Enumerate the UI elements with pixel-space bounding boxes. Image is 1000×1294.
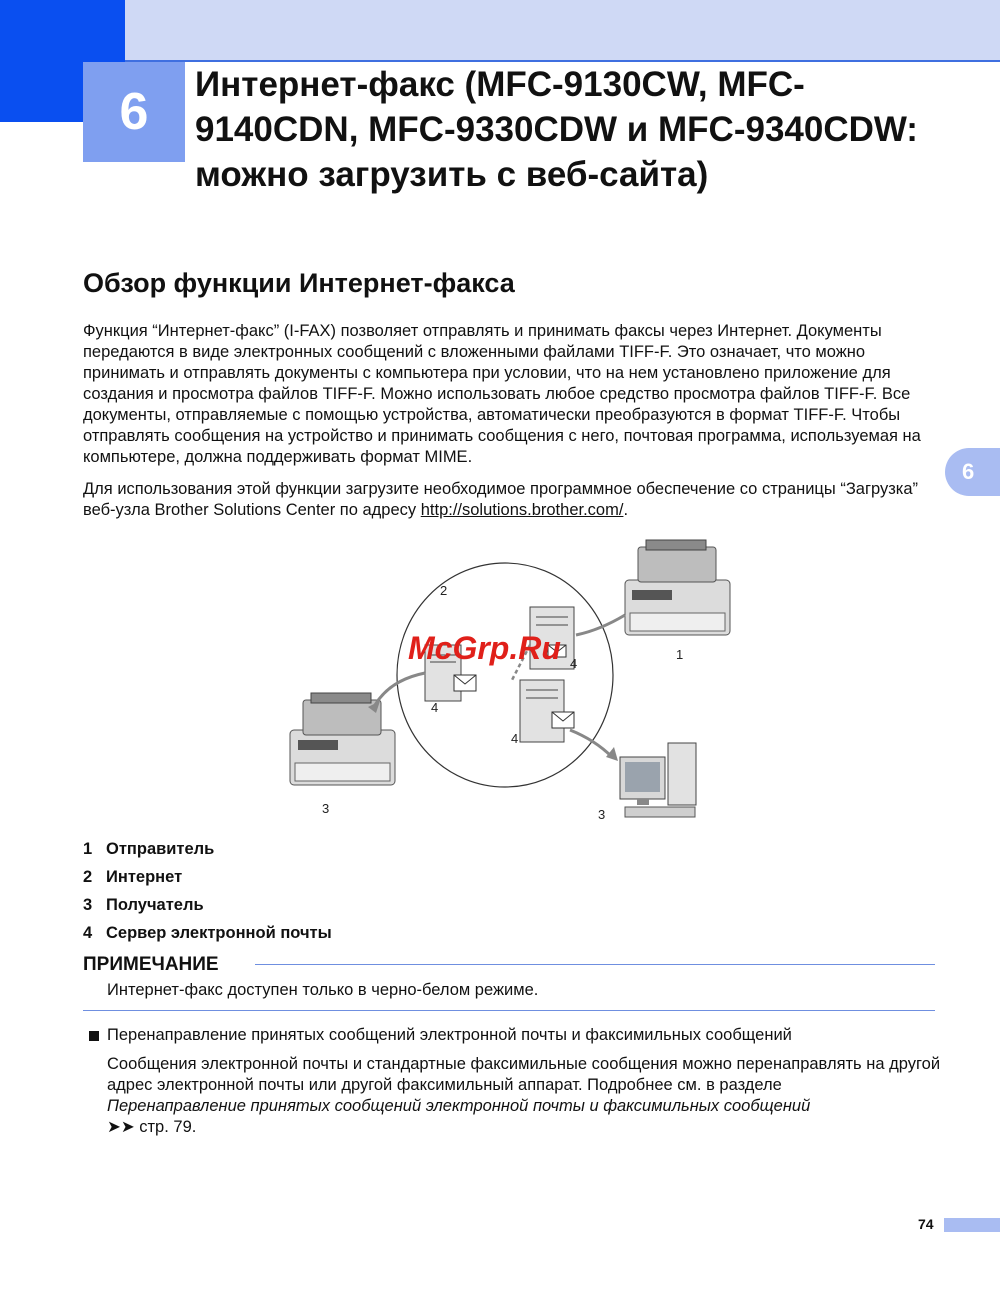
bullet-body xyxy=(107,1054,947,1138)
bullet-heading-row xyxy=(89,1025,792,1046)
header-band xyxy=(0,0,1000,62)
legend-item xyxy=(83,919,583,947)
download-text-end: . xyxy=(623,501,629,519)
label-internet: 2 xyxy=(440,583,448,598)
note-text: Интернет-факс доступен только в черно-белом режиме. xyxy=(107,981,539,999)
legend-label: Получатель xyxy=(106,895,204,914)
label-sender: 1 xyxy=(676,647,684,662)
legend-number: 4 xyxy=(83,923,93,942)
note-divider-top xyxy=(255,964,935,965)
legend-number: 1 xyxy=(83,839,93,858)
page-number-bar xyxy=(944,1218,1000,1232)
legend-label: Интернет xyxy=(106,867,183,886)
legend-item xyxy=(83,835,583,863)
section-title: Обзор функции Интернет-факса xyxy=(83,268,515,298)
download-text: Для использования этой функции загрузите необходимое программное обеспечение со страницы “Загрузка” веб-узла Brother Solutions Center по адресу xyxy=(83,480,919,519)
label-mail-server-left: 4 xyxy=(431,700,439,715)
mail-server-bottom-icon xyxy=(520,680,574,742)
bullet-body-text: Сообщения электронной почты и стандартные факсимильные сообщения можно перенаправлять на другой адрес электронной почты или другой факсимильный аппарат. Подробнее см. в разделе xyxy=(107,1055,941,1094)
label-recipient-pc: 3 xyxy=(598,807,606,822)
note-title: ПРИМЕЧАНИЕ xyxy=(83,954,219,975)
download-paragraph xyxy=(83,479,943,521)
chapter-title: Интернет-факс (MFC-9130CW, MFC-9140CDN, MFC-9330CDW и MFC-9340CDW: можно загрузить с веб-сайта) xyxy=(195,65,918,194)
recipient-computer-icon xyxy=(620,743,696,817)
arrow-sender-to-server xyxy=(576,615,625,635)
bullet-heading: Перенаправление принятых сообщений электронной почты и факсимильных сообщений xyxy=(107,1026,792,1044)
page-reference: стр. 79. xyxy=(134,1118,197,1136)
diagram-legend xyxy=(83,835,583,947)
sender-printer-icon xyxy=(625,540,730,635)
legend-item xyxy=(83,891,583,919)
chapter-number: 6 xyxy=(83,62,185,162)
cross-reference[interactable]: Перенаправление принятых сообщений электронной почты и факсимильных сообщений xyxy=(107,1097,811,1115)
label-mail-server-top: 4 xyxy=(570,656,578,671)
double-arrow-icon: ➤➤ xyxy=(107,1118,135,1136)
legend-item xyxy=(83,863,583,891)
legend-number: 3 xyxy=(83,895,93,914)
page-number: 74 xyxy=(918,1216,934,1232)
intro-paragraph: Функция “Интернет-факс” (I-FAX) позволяет отправлять и принимать факсы через Интернет. Документы передаются в виде электронных сообщений с вложенными файлами TIFF-F. Это означает, что можно принимать и отправлять документы с компьютера при условии, что на нем установлено приложение для создания и просмотра файлов TIFF-F. Можно использовать любое средство просмотра файлов TIFF-F. Все документы, отправляемые с помощью устройства, автоматически преобразуются в формат TIFF-F. Чтобы отправлять сообщения на устройство и принимать сообщения с него, почтовая программа, используемая на компьютере, должна поддерживать формат MIME. xyxy=(83,322,921,466)
ifax-diagram xyxy=(280,535,740,835)
label-recipient-printer: 3 xyxy=(322,801,330,816)
chapter-side-tab: 6 xyxy=(945,448,1000,496)
recipient-printer-icon xyxy=(290,693,395,785)
watermark: McGrp.Ru xyxy=(408,630,561,666)
square-bullet-icon xyxy=(89,1031,99,1041)
legend-label: Отправитель xyxy=(106,839,215,858)
legend-label: Сервер электронной почты xyxy=(106,923,332,942)
solutions-link[interactable]: http://solutions.brother.com/ xyxy=(420,501,624,519)
note-divider-bottom xyxy=(83,1010,935,1011)
legend-number: 2 xyxy=(83,867,93,886)
label-mail-server-bottom: 4 xyxy=(511,731,519,746)
